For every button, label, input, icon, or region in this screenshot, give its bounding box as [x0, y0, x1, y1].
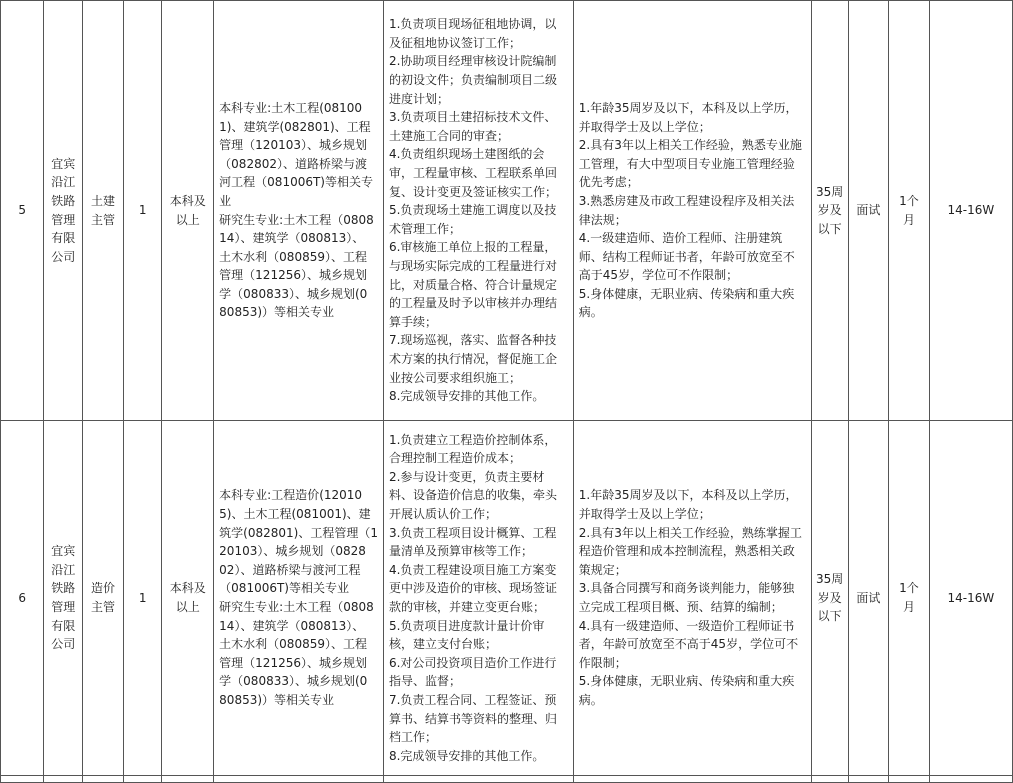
requirements-cell: [573, 1, 811, 421]
period-cell-line: 月: [902, 600, 915, 614]
education-cell: [162, 1, 214, 421]
position-cell-line: 主管: [91, 600, 116, 614]
duties-cell-line: 1.负责建立工程造价控制体系，: [388, 432, 557, 447]
major-cell-line: 02）、道路桥梁与渡河工程: [219, 562, 361, 577]
major-cell-line: 本科专业:土木工程(08100: [219, 100, 363, 115]
major-cell-line: （081006T)等相关专业: [219, 581, 349, 596]
empty-cell: [811, 776, 848, 783]
requirements-cell-line: 2.具有3年以上相关工作经验，熟悉专业施: [578, 138, 802, 153]
duties-cell-line: 2.参与设计变更，负责主要材: [388, 469, 545, 484]
requirements-cell-line: 2.具有3年以上相关工作经验，熟练掌握工: [578, 525, 802, 540]
duties-cell-line: 及征租地协议签订工作；: [388, 35, 521, 50]
row-index: 5: [1, 1, 44, 421]
method-cell: 面试: [848, 421, 889, 776]
major-cell-line: 管理（121256）、城乡规划: [219, 655, 367, 670]
duties-cell-line: 5.负责现场土建施工调度以及技: [388, 203, 557, 218]
duties-cell-line: 术方案的执行情况，督促施工企: [388, 351, 557, 366]
duties-cell-line: 款的审核，并建立变更台账；: [388, 600, 545, 614]
education-cell-line: 本科及: [169, 193, 206, 208]
company-cell: [44, 421, 83, 776]
company-cell-line: 宜宾: [51, 544, 76, 559]
duties-cell-line: 更中涉及造价的审核、现场签证: [388, 581, 557, 596]
requirements-cell-line: 高于45岁，学位可不作限制；: [578, 268, 739, 283]
major-cell: [214, 421, 384, 776]
requirements-cell-line: 并取得学士及以上学位；: [578, 507, 711, 522]
duties-cell-line: 算书、结算书等资料的整理、归: [388, 711, 557, 726]
period-cell-line: 月: [902, 212, 915, 227]
position-cell-line: 造价: [91, 581, 116, 596]
duties-cell-line: 7.现场巡视，落实、监督各种技: [388, 333, 557, 348]
company-cell-line: 管理: [51, 600, 76, 614]
duties-cell-line: 核，建立支付台账；: [388, 637, 497, 652]
age-cell-line: 35周: [816, 572, 844, 587]
table-row-partial: [1, 776, 1013, 783]
duties-cell-line: 2.协助项目经理审核设计院编制: [388, 54, 557, 69]
duties-cell-line: 进度计划；: [388, 91, 449, 106]
salary-cell: 14-16W: [929, 1, 1012, 421]
company-cell-line: 宜宾: [51, 156, 76, 171]
company-cell-line: 有限: [51, 231, 76, 246]
requirements-cell-line: 5.身体健康，无职业病、传染病和重大疾: [578, 286, 795, 301]
major-cell-line: 管理（120103）、城乡规划: [219, 138, 367, 153]
duties-cell-line: 指导、监督；: [388, 674, 461, 689]
company-cell-line: 铁路: [51, 193, 76, 208]
age-cell-line: 岁及: [817, 590, 842, 605]
duties-cell-line: 4.负责组织现场土建图纸的会: [388, 147, 545, 162]
requirements-cell-line: 4.一级建造师、造价工程师、注册建筑: [578, 231, 783, 246]
duties-cell-line: 复、设计变更及签证核实工作；: [388, 184, 557, 199]
requirements-cell-line: 策规定；: [578, 562, 627, 577]
age-cell-line: 以下: [817, 609, 842, 624]
requirements-cell-line: 3.熟悉房建及市政工程建设程序及相关法: [578, 193, 795, 208]
major-cell-line: 学（080833）、城乡规划(0: [219, 674, 368, 689]
major-cell-line: 5)、土木工程(081001)、建: [219, 507, 371, 522]
duties-cell-line: 比，对质量合格、符合计量规定: [388, 277, 557, 292]
requirements-cell-line: 者，年龄可放宽至不高于45岁，学位可不: [578, 637, 799, 652]
duties-cell-line: 算手续；: [388, 314, 437, 329]
duties-cell-line: 4.负责工程建设项目施工方案变: [388, 562, 557, 577]
major-cell-line: 14）、建筑学（080813）、: [219, 231, 365, 246]
requirements-cell-line: 工管理，有大中型项目专业施工管理经验: [578, 156, 795, 171]
duties-cell-line: 8.完成领导安排的其他工作。: [388, 748, 545, 763]
position-cell-line: 土建: [91, 193, 116, 208]
age-cell: [811, 1, 848, 421]
major-cell-line: 管理（121256）、城乡规划: [219, 268, 367, 283]
age-cell-line: 以下: [817, 221, 842, 236]
major-cell-line: 业: [219, 193, 232, 208]
major-cell-line: 学（080833）、城乡规划(0: [219, 286, 368, 301]
duties-cell-line: 的初设文件；负责编制项目二级: [388, 73, 557, 88]
duties-cell-line: 开展认质认价工作；: [388, 507, 497, 522]
company-cell-line: 管理: [51, 212, 76, 227]
requirements-cell-line: 作限制；: [578, 655, 627, 670]
requirements-cell-line: 1.年龄35周岁及以下，本科及以上学历，: [578, 488, 798, 503]
education-cell: [162, 421, 214, 776]
duties-cell-line: 3.负责工程项目设计概算、工程: [388, 525, 557, 540]
requirements-cell-line: 4.具有一级建造师、一级造价工程师证书: [578, 618, 795, 633]
empty-cell: [573, 776, 811, 783]
period-cell: [889, 1, 930, 421]
row-index: 6: [1, 421, 44, 776]
duties-cell-line: 1.负责项目现场征租地协调，以: [388, 17, 557, 32]
method-cell: 面试: [848, 1, 889, 421]
position-cell-line: 主管: [91, 212, 116, 227]
company-cell: [44, 1, 83, 421]
duties-cell-line: 的工程量及时予以审核并办理结: [388, 296, 557, 311]
major-cell-line: 80853)）等相关专业: [219, 305, 335, 320]
major-cell-line: 14）、建筑学（080813）、: [219, 618, 365, 633]
requirements-cell-line: 师、结构工程师证书者，年龄可放宽至不: [578, 249, 795, 264]
duties-cell-line: 6.审核施工单位上报的工程量，: [388, 240, 557, 255]
empty-cell: [1, 776, 44, 783]
requirements-cell-line: 病。: [578, 305, 603, 320]
requirements-cell-line: 5.身体健康，无职业病、传染病和重大疾: [578, 674, 795, 689]
duties-cell-line: 档工作；: [388, 730, 437, 745]
age-cell: [811, 421, 848, 776]
requirements-cell-line: 1.年龄35周岁及以下，本科及以上学历，: [578, 100, 798, 115]
requirements-cell: [573, 421, 811, 776]
major-cell: [214, 1, 384, 421]
requirements-cell-line: 程造价管理和成本控制流程，熟悉相关政: [578, 544, 795, 559]
age-cell-line: 35周: [816, 184, 844, 199]
major-cell-line: 本科专业:工程造价(12010: [219, 488, 363, 503]
requirements-cell-line: 律法规；: [578, 212, 627, 227]
major-cell-line: 筑学(082801)、工程管理（1: [219, 525, 378, 540]
empty-cell: [83, 776, 124, 783]
major-cell-line: 1)、建筑学(082801)、工程: [219, 119, 371, 134]
duties-cell-line: 量清单及预算审核等工作；: [388, 544, 533, 559]
table-row: [1, 421, 1013, 776]
duties-cell: [383, 1, 573, 421]
company-cell-line: 沿江: [51, 175, 76, 190]
empty-cell: [929, 776, 1012, 783]
empty-cell: [889, 776, 930, 783]
salary-cell: 14-16W: [929, 421, 1012, 776]
duties-cell-line: 3.负责项目土建招标技术文件、: [388, 110, 557, 125]
major-cell-line: 研究生专业:土木工程（0808: [219, 600, 374, 614]
empty-cell: [214, 776, 384, 783]
empty-cell: [848, 776, 889, 783]
education-cell-line: 以上: [175, 212, 200, 227]
empty-cell: [162, 776, 214, 783]
period-cell-line: 1个: [899, 581, 919, 596]
requirements-cell-line: 病。: [578, 692, 603, 707]
duties-cell-line: 7.负责工程合同、工程签证、预: [388, 692, 557, 707]
empty-cell: [44, 776, 83, 783]
education-cell-line: 本科及: [169, 581, 206, 596]
position-cell: [83, 1, 124, 421]
company-cell-line: 公司: [51, 637, 76, 652]
company-cell-line: 沿江: [51, 562, 76, 577]
headcount-cell: 1: [123, 1, 162, 421]
requirements-cell-line: 3.具备合同撰写和商务谈判能力，能够独: [578, 581, 795, 596]
major-cell-line: （082802）、道路桥梁与渡: [219, 156, 367, 171]
duties-cell-line: 料、设备造价信息的收集，牵头: [388, 488, 557, 503]
empty-cell: [383, 776, 573, 783]
duties-cell-line: 土建施工合同的审查；: [388, 128, 509, 143]
company-cell-line: 有限: [51, 618, 76, 633]
period-cell: [889, 421, 930, 776]
education-cell-line: 以上: [175, 600, 200, 614]
company-cell-line: 铁路: [51, 581, 76, 596]
major-cell-line: 土木水利（080859）、工程: [219, 249, 367, 264]
duties-cell-line: 8.完成领导安排的其他工作。: [388, 389, 545, 404]
position-cell: [83, 421, 124, 776]
duties-cell-line: 审，工程量审核、工程联系单回: [388, 166, 557, 181]
duties-cell-line: 5.负责项目进度款计量计价审: [388, 618, 545, 633]
major-cell-line: 研究生专业:土木工程（0808: [219, 212, 374, 227]
requirements-cell-line: 并取得学士及以上学位；: [578, 119, 711, 134]
duties-cell-line: 合理控制工程造价成本；: [388, 451, 521, 466]
major-cell-line: 土木水利（080859）、工程: [219, 637, 367, 652]
company-cell-line: 公司: [51, 249, 76, 264]
duties-cell-line: 与现场实际完成的工程量进行对: [388, 258, 557, 273]
major-cell-line: 80853)）等相关专业: [219, 692, 335, 707]
duties-cell-line: 6.对公司投资项目造价工作进行: [388, 655, 557, 670]
requirements-cell-line: 优先考虑；: [578, 175, 639, 190]
major-cell-line: 河工程（081006T)等相关专: [219, 175, 373, 190]
empty-cell: [123, 776, 162, 783]
duties-cell: [383, 421, 573, 776]
major-cell-line: 20103）、城乡规划（0828: [219, 544, 366, 559]
table-row: [1, 1, 1013, 421]
period-cell-line: 1个: [899, 193, 919, 208]
headcount-cell: 1: [123, 421, 162, 776]
duties-cell-line: 术管理工作；: [388, 221, 461, 236]
age-cell-line: 岁及: [817, 203, 842, 218]
duties-cell-line: 业按公司要求组织施工；: [388, 370, 521, 385]
requirements-cell-line: 立完成工程项目概、预、结算的编制；: [578, 600, 783, 614]
